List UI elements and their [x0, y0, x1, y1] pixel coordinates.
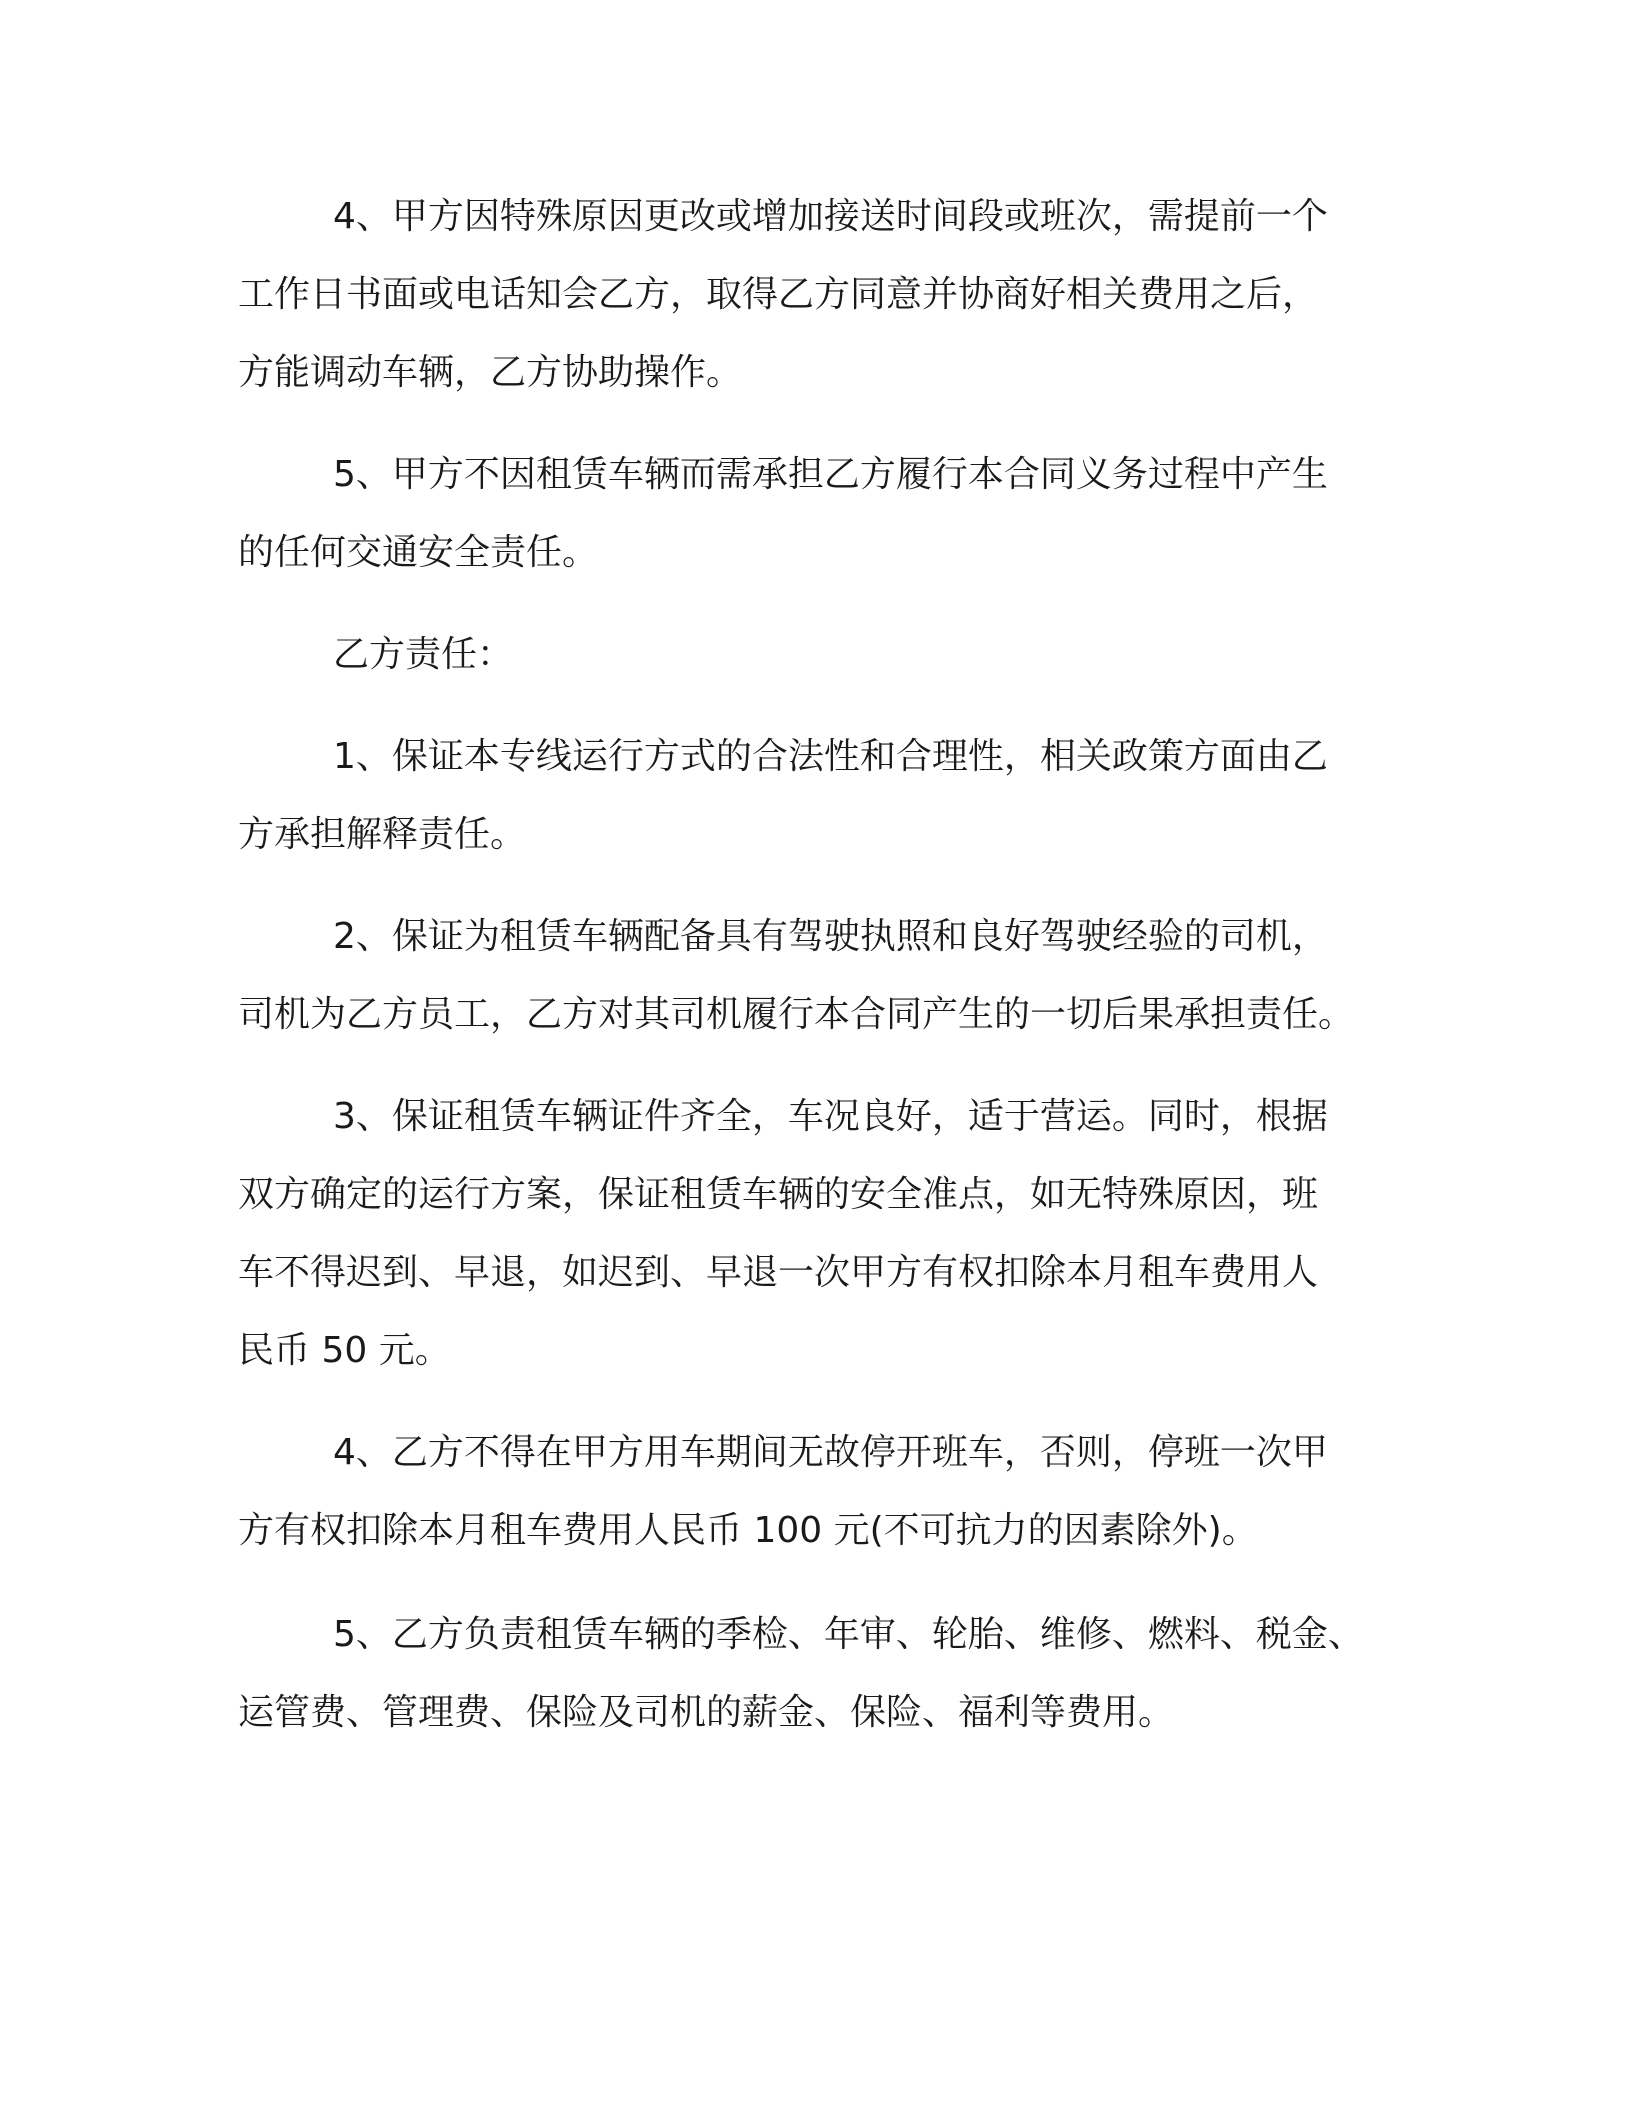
paragraph-line: 司机为乙方员工，乙方对其司机履行本合同产生的一切后果承担责任。 [238, 994, 1355, 1035]
paragraph-line: 2、保证为租赁车辆配备具有驾驶执照和良好驾驶经验的司机， [333, 916, 1328, 957]
section-heading-party-b-responsibilities [238, 616, 1388, 694]
paragraph-line: 1、保证本专线运行方式的合法性和合理性，相关政策方面由乙 [333, 736, 1328, 777]
paragraph-line: 方能调动车辆，乙方协助操作。 [238, 352, 743, 393]
paragraph-party-a-item-5 [238, 436, 1388, 592]
paragraph-line: 民币 50 元。 [238, 1330, 451, 1371]
paragraph-line: 方有权扣除本月租车费用人民币 100 元(不可抗力的因素除外)。 [238, 1510, 1258, 1551]
paragraph-party-b-item-1 [238, 718, 1388, 874]
paragraph-line: 的任何交通安全责任。 [238, 532, 599, 573]
paragraph-party-a-item-4 [238, 178, 1388, 412]
paragraph-line: 工作日书面或电话知会乙方，取得乙方同意并协商好相关费用之后， [238, 274, 1319, 315]
paragraph-party-b-item-4 [238, 1414, 1388, 1570]
paragraph-line: 双方确定的运行方案，保证租赁车辆的安全准点，如无特殊原因，班 [238, 1174, 1319, 1215]
paragraph-party-b-item-2 [238, 898, 1388, 1054]
paragraph-line: 运管费、管理费、保险及司机的薪金、保险、福利等费用。 [238, 1692, 1175, 1733]
paragraph-line: 5、甲方不因租赁车辆而需承担乙方履行本合同义务过程中产生 [333, 454, 1328, 495]
paragraph-line: 方承担解释责任。 [238, 814, 527, 855]
paragraph-line: 3、保证租赁车辆证件齐全，车况良好，适于营运。同时，根据 [333, 1096, 1328, 1137]
paragraph-line: 5、乙方负责租赁车辆的季检、年审、轮胎、维修、燃料、税金、 [333, 1614, 1364, 1655]
section-heading: 乙方责任： [333, 634, 514, 675]
paragraph-line: 4、甲方因特殊原因更改或增加接送时间段或班次，需提前一个 [333, 196, 1328, 237]
paragraph-line: 4、乙方不得在甲方用车期间无故停开班车，否则，停班一次甲 [333, 1432, 1328, 1473]
paragraph-party-b-item-5 [238, 1596, 1388, 1752]
paragraph-party-b-item-3 [238, 1078, 1388, 1390]
paragraph-line: 车不得迟到、早退，如迟到、早退一次甲方有权扣除本月租车费用人 [238, 1252, 1319, 1293]
